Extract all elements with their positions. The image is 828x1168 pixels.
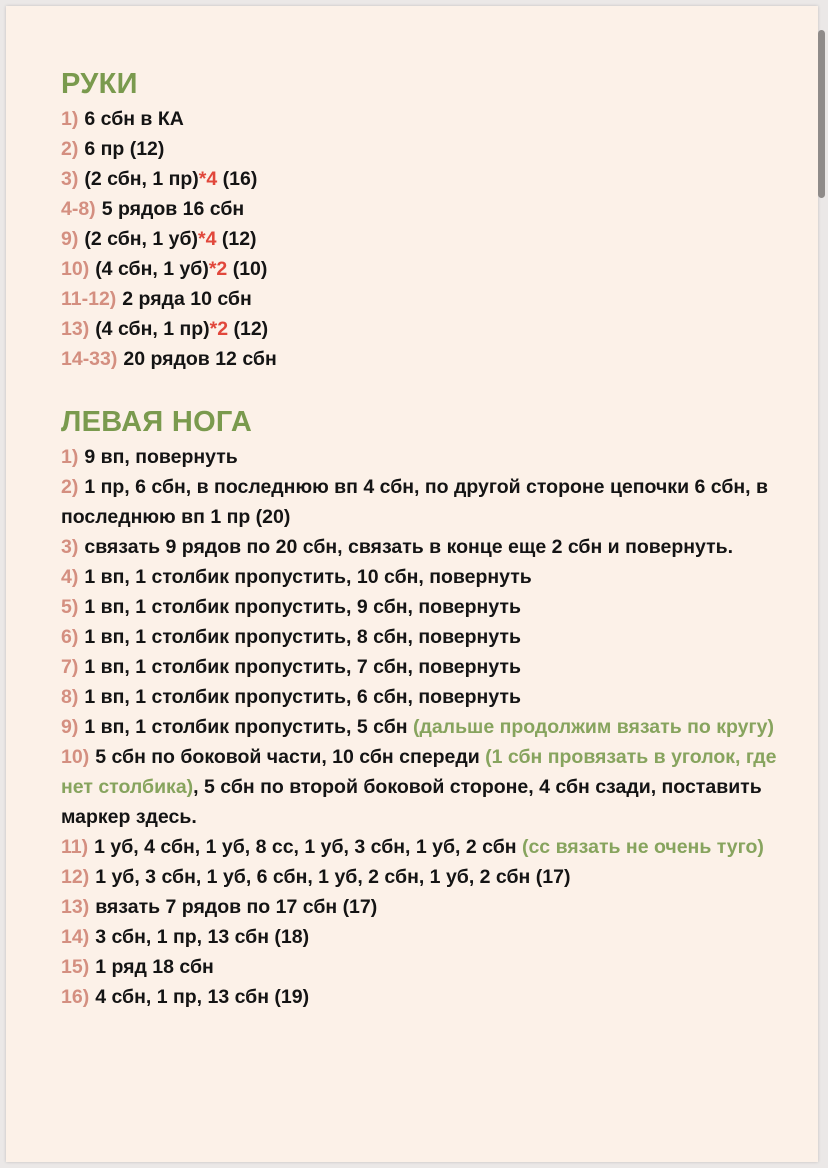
pattern-step (61, 562, 796, 592)
step-number: 2) (61, 138, 79, 160)
step-number: 15) (61, 956, 90, 978)
step-note: (сс вязать не очень туго) (521, 836, 764, 858)
step-text: 1 пр, 6 сбн, в последнюю вп 4 сбн, по другой стороне цепочки 6 сбн, в последнюю вп 1 пр (20) (61, 476, 768, 528)
step-number: 11) (61, 836, 89, 858)
step-text: 6 сбн в КА (84, 108, 184, 130)
step-text: 1 вп, 1 столбик пропустить, 7 сбн, повернуть (84, 656, 521, 678)
step-text: 5 сбн по боковой части, 10 сбн спереди (95, 746, 486, 768)
step-number: 9) (61, 228, 79, 250)
pattern-step (61, 952, 796, 982)
pattern-step (61, 652, 796, 682)
pattern-step (61, 862, 796, 892)
step-number: 12) (61, 866, 90, 888)
step-number: 4-8) (61, 198, 96, 220)
section-title: ЛЕВАЯ НОГА (61, 406, 253, 438)
step-number: 7) (61, 656, 79, 678)
document-content (61, 64, 796, 1012)
pattern-step (61, 442, 796, 472)
step-text: 1 уб, 4 сбн, 1 уб, 8 сс, 1 уб, 3 сбн, 1 уб, 2 сбн (94, 836, 522, 858)
step-text: 4 сбн, 1 пр, 13 сбн (19) (95, 986, 310, 1008)
step-multiplier: *2 (208, 258, 228, 280)
step-text: 1 уб, 3 сбн, 1 уб, 6 сбн, 1 уб, 2 сбн, 1 уб, 2 сбн (17) (95, 866, 571, 888)
step-number: 1) (61, 108, 79, 130)
pattern-step (61, 104, 796, 134)
step-number: 10) (61, 258, 90, 280)
pattern-step (61, 682, 796, 712)
pattern-step (61, 224, 796, 254)
step-text: 5 рядов 16 сбн (101, 198, 245, 220)
step-text: связать 9 рядов по 20 сбн, связать в конце еще 2 сбн и повернуть. (84, 536, 734, 558)
scrollbar-thumb[interactable] (818, 30, 825, 198)
step-text: 1 вп, 1 столбик пропустить, 9 сбн, повернуть (84, 596, 521, 618)
step-number: 4) (61, 566, 79, 588)
step-number: 14-33) (61, 348, 118, 370)
step-number: 5) (61, 596, 79, 618)
step-text: (16) (217, 168, 258, 190)
pattern-step (61, 982, 796, 1012)
step-number: 13) (61, 896, 90, 918)
step-number: 8) (61, 686, 79, 708)
section-title: РУКИ (61, 68, 138, 100)
step-text: 2 ряда 10 сбн (122, 288, 252, 310)
step-number: 6) (61, 626, 79, 648)
section-arms (61, 64, 796, 374)
step-text: 1 вп, 1 столбик пропустить, 5 сбн (84, 716, 413, 738)
step-text: 1 вп, 1 столбик пропустить, 10 сбн, повернуть (84, 566, 532, 588)
pattern-step (61, 284, 796, 314)
pattern-step (61, 134, 796, 164)
pattern-step (61, 712, 796, 742)
step-text: 1 вп, 1 столбик пропустить, 6 сбн, повернуть (84, 686, 521, 708)
step-text: вязать 7 рядов по 17 сбн (17) (95, 896, 378, 918)
step-number: 3) (61, 168, 79, 190)
step-text: (2 сбн, 1 пр) (84, 168, 199, 190)
step-note: (дальше продолжим вязать по кругу) (412, 716, 774, 738)
step-multiplier: *2 (209, 318, 229, 340)
pattern-step (61, 472, 796, 532)
pattern-step (61, 742, 796, 832)
pattern-step (61, 592, 796, 622)
step-text: 6 пр (12) (84, 138, 165, 160)
step-number: 13) (61, 318, 90, 340)
step-number: 14) (61, 926, 90, 948)
step-text: 20 рядов 12 сбн (123, 348, 277, 370)
step-text: 1 вп, 1 столбик пропустить, 8 сбн, повернуть (84, 626, 521, 648)
pattern-step (61, 922, 796, 952)
step-number: 2) (61, 476, 79, 498)
document-page (6, 6, 818, 1162)
step-text: (4 сбн, 1 пр) (95, 318, 210, 340)
step-text: (10) (227, 258, 268, 280)
step-text: (12) (228, 318, 269, 340)
step-number: 10) (61, 746, 90, 768)
pattern-step (61, 314, 796, 344)
step-number: 3) (61, 536, 79, 558)
pattern-step (61, 532, 796, 562)
pattern-step (61, 194, 796, 224)
step-number: 16) (61, 986, 90, 1008)
step-number: 11-12) (61, 288, 117, 310)
pattern-step (61, 832, 796, 862)
pattern-step (61, 254, 796, 284)
step-number: 9) (61, 716, 79, 738)
step-text: (4 сбн, 1 уб) (95, 258, 209, 280)
step-text: 1 ряд 18 сбн (95, 956, 214, 978)
step-text: , 5 сбн по второй боковой стороне, 4 сбн сзади, поставить маркер здесь. (61, 776, 762, 828)
pattern-step (61, 344, 796, 374)
pattern-step (61, 622, 796, 652)
step-text: 9 вп, повернуть (84, 446, 238, 468)
step-multiplier: *4 (198, 168, 218, 190)
step-text: 3 сбн, 1 пр, 13 сбн (18) (95, 926, 310, 948)
step-note: (1 сбн провязать в уголок, где нет столбика) (61, 746, 777, 798)
pattern-step (61, 164, 796, 194)
section-left-leg (61, 402, 796, 1012)
pattern-step (61, 892, 796, 922)
step-text: (2 сбн, 1 уб) (84, 228, 198, 250)
step-number: 1) (61, 446, 79, 468)
step-text: (12) (216, 228, 257, 250)
step-multiplier: *4 (198, 228, 217, 250)
